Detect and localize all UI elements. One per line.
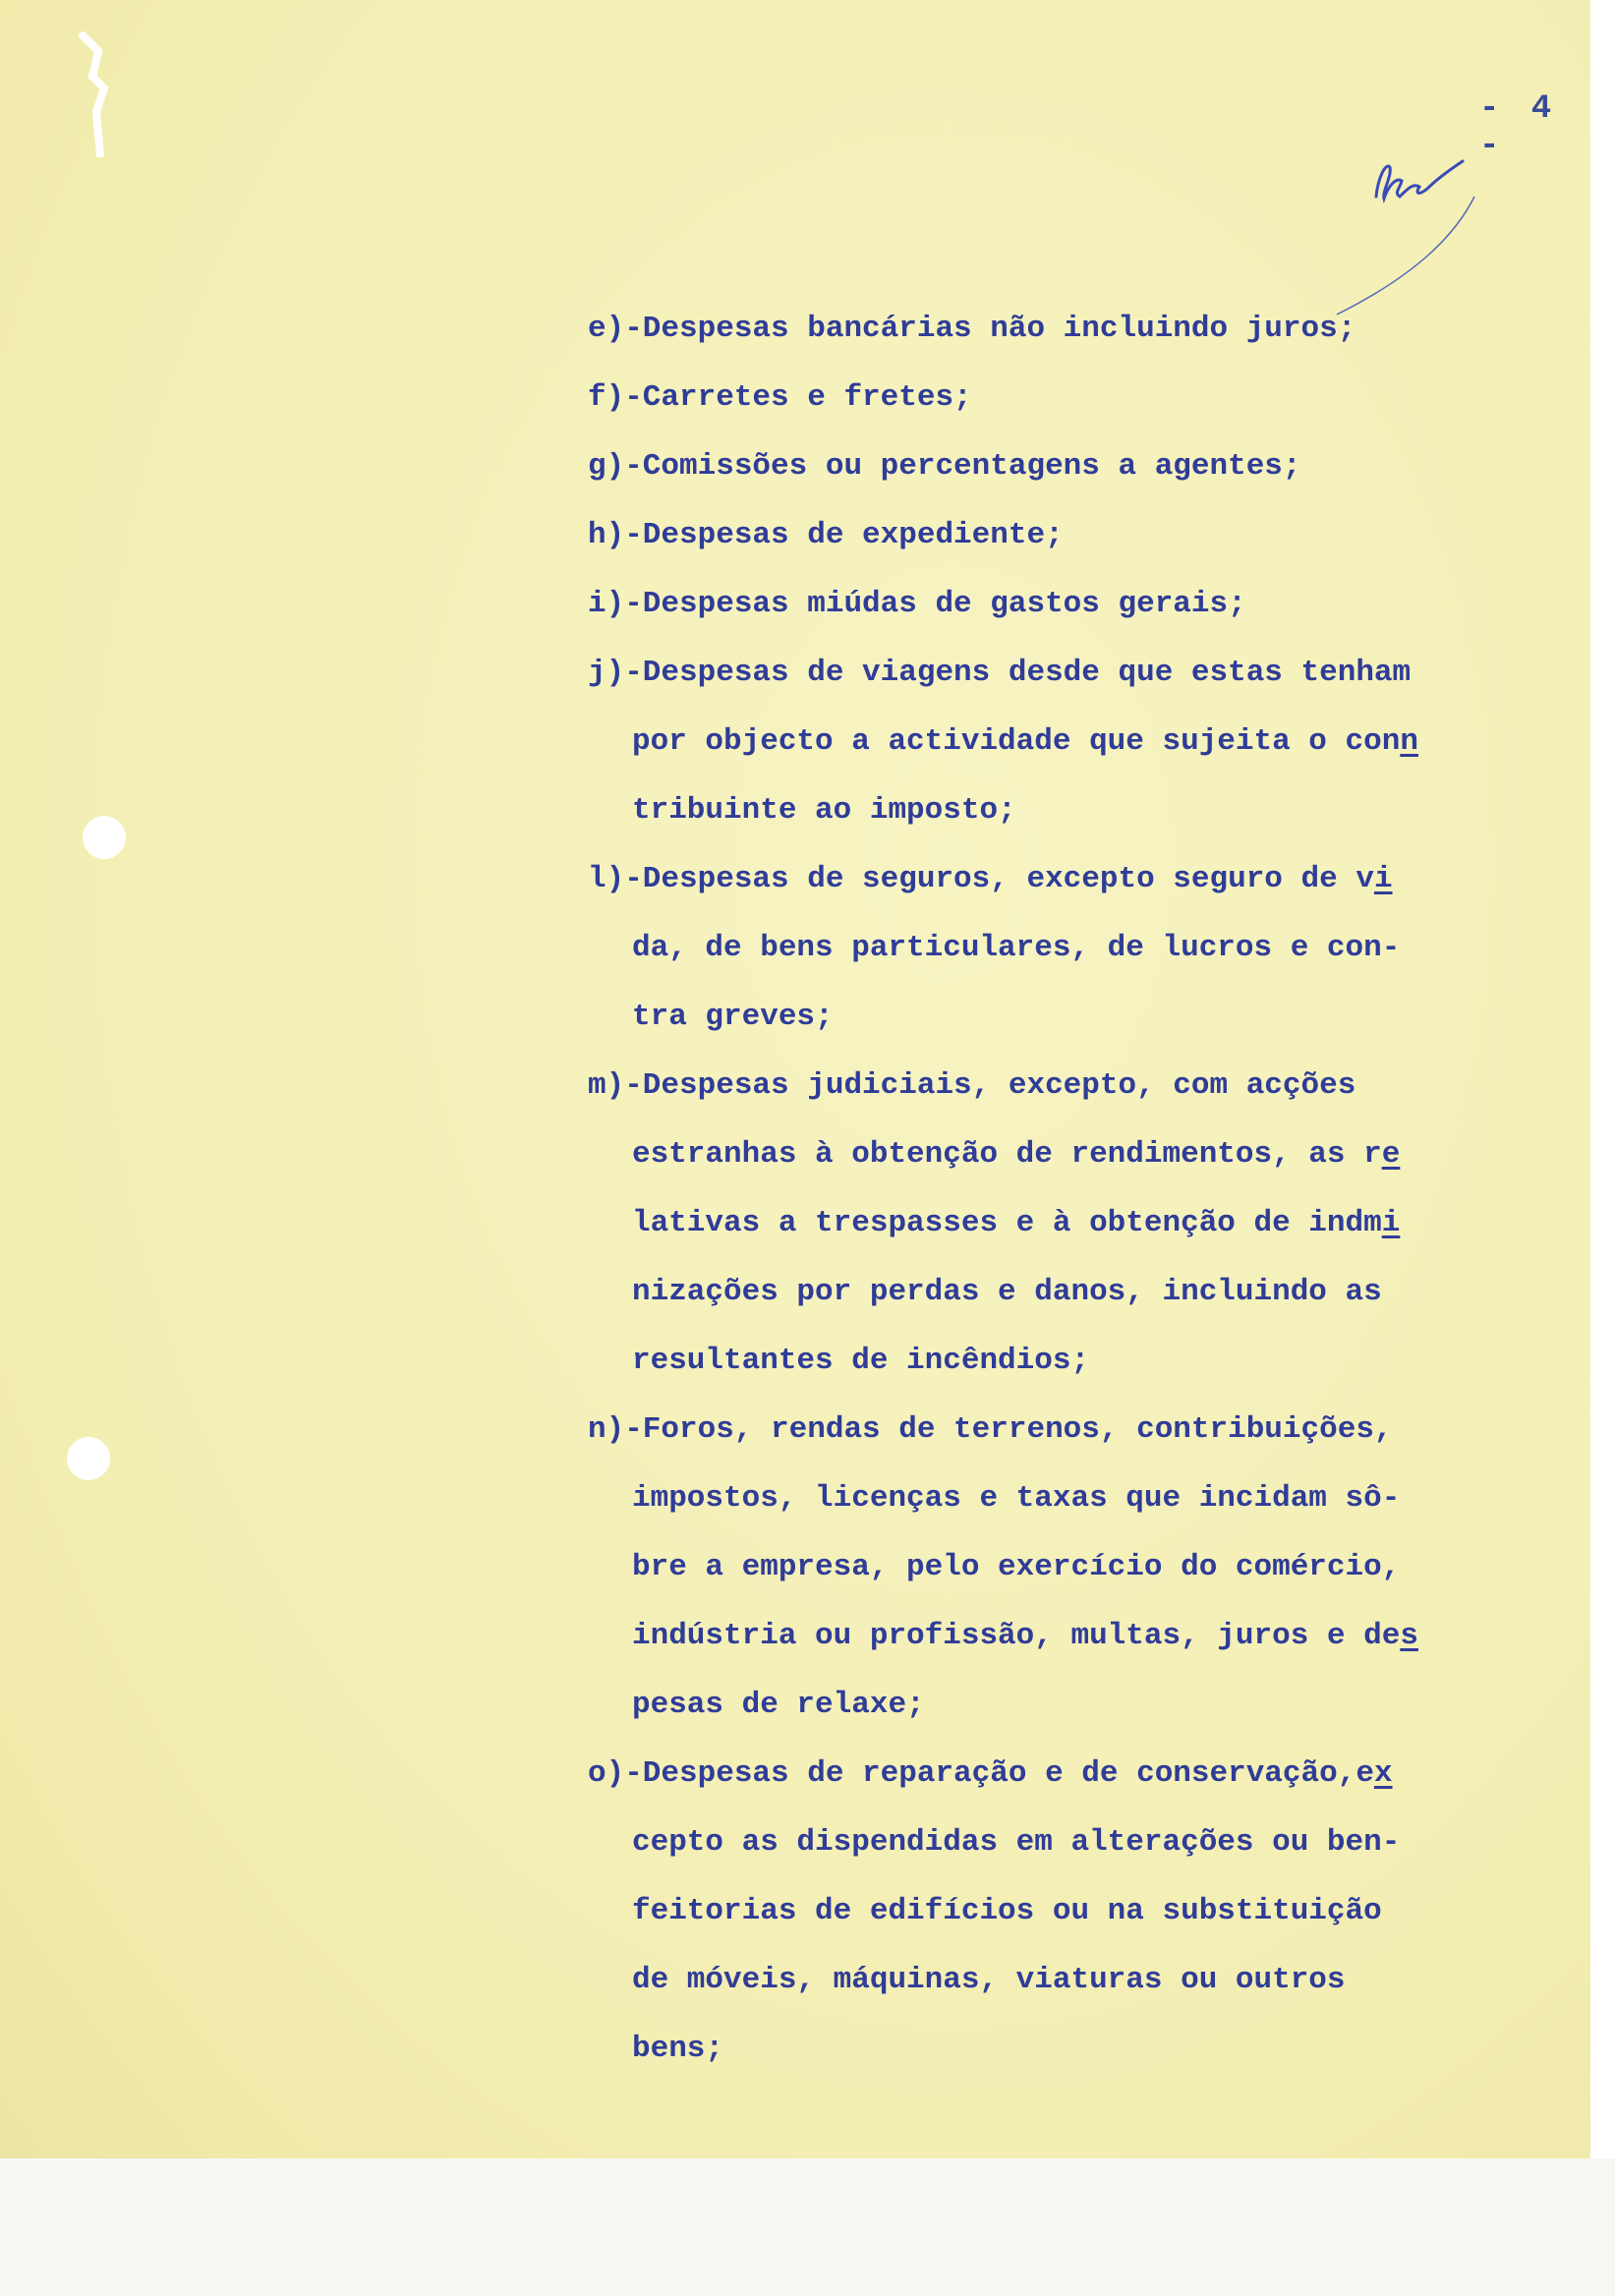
list-item [588,1740,1472,2084]
item-line: impostos, licenças e taxas que incidam sô- [632,1481,1401,1516]
item-line [588,708,1472,776]
punch-hole-bottom [67,1437,110,1480]
scanner-margin [0,2158,1615,2296]
item-line-text: l)-Despesas de seguros, excepto seguro de v [588,862,1374,896]
item-line: de móveis, máquinas, viaturas ou outros [632,1963,1346,1997]
underlined-hyphenation: x [1373,1756,1393,1791]
item-line [588,1740,1472,1808]
item-line: bre a empresa, pelo exercício do comércio, [632,1550,1401,1584]
item-line: i)-Despesas miúdas de gastos gerais; [588,587,1246,621]
list-item [588,501,1472,570]
item-line: m)-Despesas judiciais, excepto, com acções [588,1068,1356,1103]
item-line: e)-Despesas bancárias não incluindo juros; [588,312,1356,346]
item-line: cepto as dispendidas em alterações ou ben- [632,1825,1401,1860]
list-item [588,432,1472,501]
item-line-text: lativas a trespasses e à obtenção de indm [632,1206,1382,1240]
item-line-text: estranhas à obtenção de rendimentos, as r [632,1137,1382,1172]
item-line-text: o)-Despesas de reparação e de conservação,e [588,1756,1374,1791]
item-line: j)-Despesas de viagens desde que estas tenham [588,656,1412,690]
list-item [588,1052,1472,1396]
page-number: - 4 - [1479,90,1558,165]
item-line [588,1120,1472,1189]
item-line: tra greves; [632,1000,834,1034]
item-line: resultantes de incêndios; [632,1344,1090,1378]
item-line [588,1602,1472,1671]
item-line: bens; [632,2032,724,2066]
list-item [588,570,1472,639]
tear-mark [79,29,114,157]
list-item [588,364,1472,432]
item-line: f)-Carretes e fretes; [588,380,972,415]
punch-hole-top [83,816,126,859]
item-line: da, de bens particulares, de lucros e con- [632,931,1401,965]
item-line [588,1189,1472,1258]
list-item [588,295,1472,364]
underlined-hyphenation: i [1381,1206,1401,1240]
item-line: tribuinte ao imposto; [632,793,1016,828]
item-line: nizações por perdas e danos, incluindo as [632,1275,1382,1309]
expense-items-list [588,295,1472,2084]
item-line [588,845,1472,914]
list-item [588,1396,1472,1740]
item-line: n)-Foros, rendas de terrenos, contribuições, [588,1412,1393,1447]
item-line: pesas de relaxe; [632,1688,925,1722]
underlined-hyphenation: n [1400,724,1418,759]
list-item [588,845,1472,1052]
item-line: g)-Comissões ou percentagens a agentes; [588,449,1301,484]
underlined-hyphenation: e [1381,1137,1401,1172]
item-line-text: indústria ou profissão, multas, juros e de [632,1619,1401,1653]
underlined-hyphenation: s [1400,1619,1418,1653]
item-line: h)-Despesas de expediente; [588,518,1064,552]
item-line-text: por objecto a actividade que sujeita o con [632,724,1401,759]
list-item [588,639,1472,845]
item-line: feitorias de edifícios ou na substituição [632,1894,1382,1928]
underlined-hyphenation: i [1373,862,1393,896]
